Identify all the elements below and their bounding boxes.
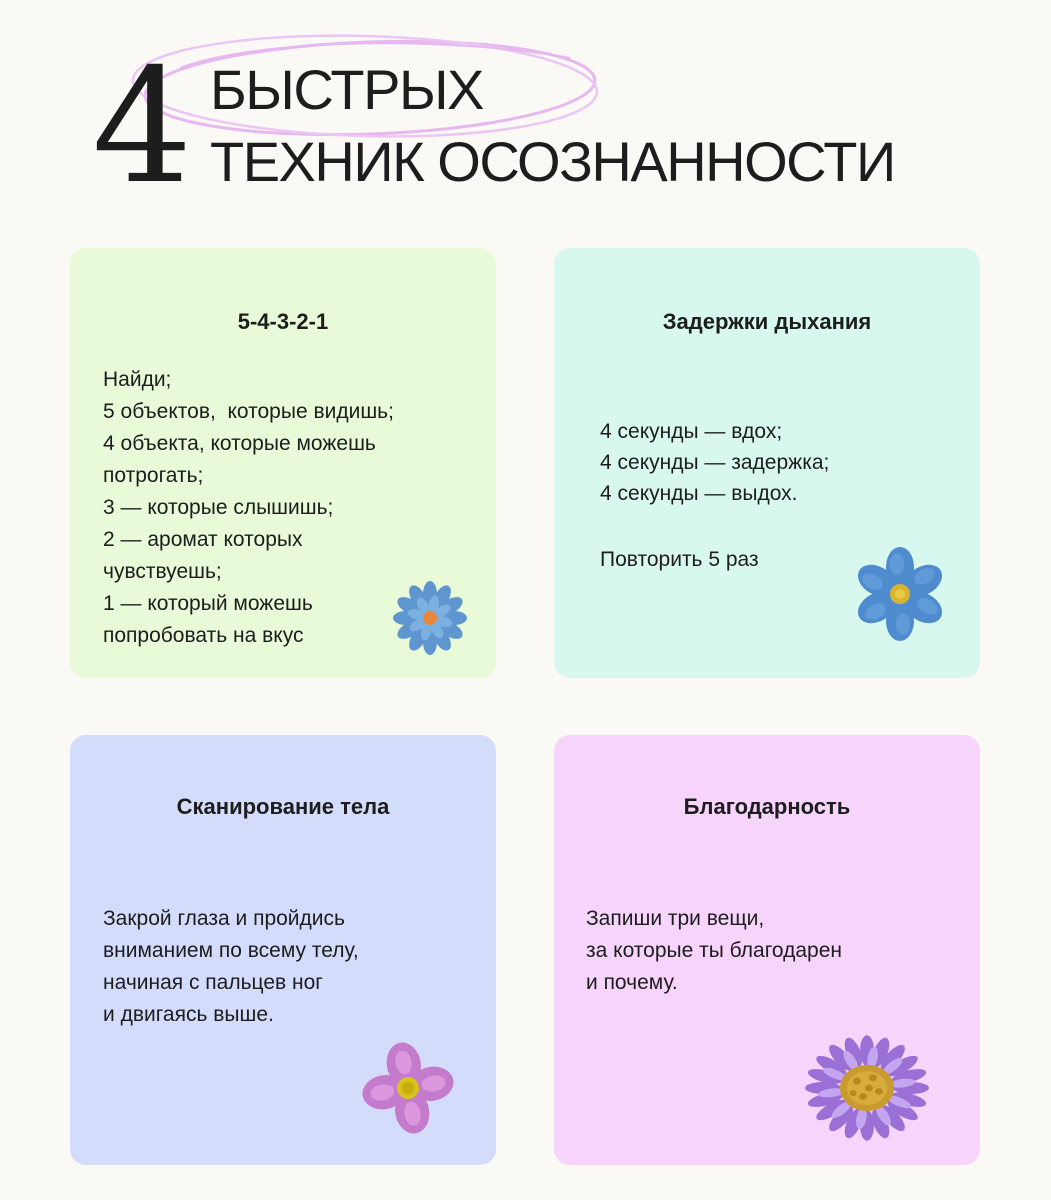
card-text-line: 4 секунды — выдох. [600, 482, 798, 505]
card-text [600, 416, 829, 509]
page-title-line-1: БЫСТРЫХ [210, 58, 483, 121]
card-text-line: Запиши три вещи, [586, 907, 765, 930]
card-text [586, 903, 842, 999]
card-title: Благодарность [683, 794, 851, 819]
card-body-scan [70, 735, 496, 1165]
card-text-repeat: Повторить 5 раз [600, 548, 759, 571]
card-text-line: 2 — аромат которых [103, 528, 303, 551]
card-title: Задержки дыхания [662, 309, 872, 334]
card-text-line: 1 — который можешь [103, 592, 313, 615]
pink-flower-icon [358, 1038, 458, 1138]
card-text-line: Найди; [103, 368, 172, 391]
card-text-line: начиная с пальцев ног [103, 971, 323, 994]
card-text-line: 5 объектов, которые видишь; [103, 400, 394, 423]
card-text-line: 4 секунды — задержка; [600, 451, 830, 474]
blue-flower-icon [852, 544, 948, 644]
card-text [103, 903, 359, 1031]
card-text-line: Закрой глаза и пройдись [103, 907, 345, 930]
card-text-line: 4 секунды — вдох; [600, 420, 783, 443]
card-text-line: попробовать на вкус [103, 624, 304, 647]
card-text-line: вниманием по всему телу, [103, 939, 359, 962]
card-title: 5-4-3-2-1 [237, 309, 329, 334]
card-text-line: и двигаясь выше. [103, 1003, 274, 1026]
card-text [103, 364, 394, 652]
blue-flower-icon [390, 578, 470, 658]
card-text-line: и почему. [586, 971, 678, 994]
purple-daisy-icon [802, 1033, 932, 1143]
big-number-four: 4 [92, 35, 189, 219]
card-text-line: 3 — которые слышишь; [103, 496, 334, 519]
card-breath-holding [554, 248, 980, 678]
card-gratitude [554, 735, 980, 1165]
card-text-line: за которые ты благодарен [586, 939, 842, 962]
card-5-4-3-2-1 [70, 248, 496, 678]
card-text-line: потрогать; [103, 464, 204, 487]
card-text-line: чувствуешь; [103, 560, 222, 583]
card-text-line: 4 объекта, которые можешь [103, 432, 376, 455]
page-header [0, 0, 1051, 230]
card-title: Сканирование тела [176, 794, 390, 819]
page-title-line-2: ТЕХНИК ОСОЗНАННОСТИ [210, 130, 895, 193]
